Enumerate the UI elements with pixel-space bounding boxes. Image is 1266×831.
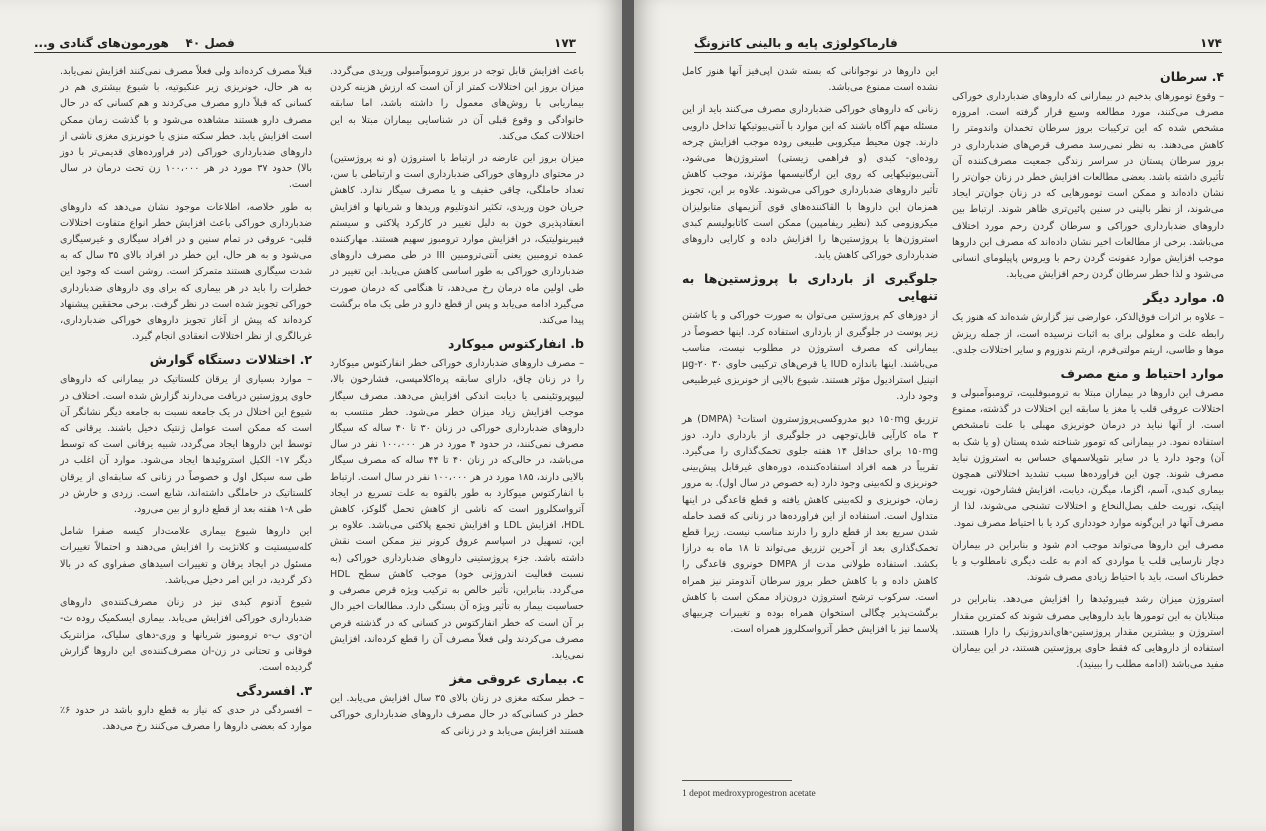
right-page-header	[694, 34, 1222, 53]
right-page	[634, 0, 1266, 831]
paragraph: قبلاً مصرف کرده‌اند ولی فعلاً مصرف نمی‌کنند افزایش نمی‌یابد. به هر حال، خونریزی زیر عنکبوتیه، با شیوع بیشتری هم در کسانی که قبلاً دارو مصرف می‌کردند و هم کسانی که در حال مصرف دارو هستند مشاهده می‌شود و با گذشت زمان ممکن است افزایش یابد. خطر سکته منزی یا خونریزی مغزی ناشی از داروهای ضدبارداری خوراکی (در فراورده‌های قدیمی‌تر با دوز بالا) حدود ۳۷ مورد در هر ۱۰۰،۰۰۰ زن تحت درمان در سال است.	[60, 66, 313, 191]
paragraph: میزان بروز این عارضه در ارتباط با استروژن (و نه پروژستین) در محتوای داروهای خوراکی ضدبارداری است و ارتباطی با سن، تعداد حاملگی، چاقی خفیف و یا مصرف سیگار ندارد. کاهش جریان خون وریدی، تکثیر اندوتلیوم وریدها و شریانها و افزایش انعقادپذیری خون به دلیل تغییر در کارکرد پلاکتی و سیستم فیبرینولیتیک، در افزایش موارد ترومبوز سهیم هستند. مهارکننده عمده ترومبین یعنی آنتی‌ترومبین III در طی مصرف داروهای ضدبارداری خوراکی به طور اساسی کاهش می‌یابد. این تغییر در طی اولین ماه درمان رخ می‌دهد، تا هنگامی که درمان صورت می‌گیرد ادامه می‌یابد و پس از قطع دارو در طی یک ماه برگشت پیدا می‌کند.	[330, 153, 584, 327]
paragraph: به طور خلاصه، اطلاعات موجود نشان می‌دهد که داروهای ضدبارداری خوراکی باعث افزایش خطر انواع متفاوت اختلالات قلبی- عروقی در تمام سنین و در افراد سیگاری و غیرسیگاری می‌شود و به هر حال، این خطر در افراد بالای ۳۵ سال که به شدت سیگاری هستند متمرکز است. روشن است که وجود این خطرات را باید در هر بیماری که برای وی داروهای ضدبارداری خوراکی تجویز شده است در نظر گرفت. برخی محققین پیشنهاد کرده‌اند که پیش از آغاز تجویز داروهای خوراکی ضدبارداری، غربالگری از نظر اختلالات انعقادی انجام گیرد.	[60, 201, 313, 343]
paragraph: این داروها در نوجوانانی که بسته شدن اپی‌فیز آنها هنوز کامل نشده است ممنوع می‌باشد.	[682, 66, 938, 94]
running-title	[34, 36, 235, 50]
left-page-header	[34, 34, 576, 53]
left-page-left-column	[60, 64, 312, 742]
section-heading: ۵. موارد دیگر	[1143, 290, 1224, 306]
paragraph: – مصرف داروهای ضدبارداری خوراکی خطر انفارکتوس میوکارد را در زنان چاق، دارای سابقه پره‌اکلامپسی، فشارخون بالا، لیپوپروتئینمی یا دیابت اندکی افزایش می‌دهد. مصرف سیگار موجب افزایش زیاد میزان خطر می‌شود. خطر منتسب به داروهای ضدبارداری خوراکی در زنان ۳۰ تا ۴۰ ساله که سیگار مصرف نمی‌کنند، در حدود ۴ مورد در هر ۱۰۰،۰۰۰ نفر در سال می‌باشد، در حالی‌که در زنان ۴۰ تا ۴۴ ساله که مصرف سیگار بالایی دارند، ۱۸۵ مورد در هر ۱۰۰،۰۰۰ نفر در سال است. ارتباط با انفارکتوس میوکارد به طور بالقوه به علت تسریع در ایجاد آترواسکلروز است که ناشی از کاهش تحمل گلوکز، کاهش HDL، افزایش LDL و افزایش تجمع پلاکتی می‌باشد. علاوه بر این، تسهیل در اسپاسم عروق کرونر نیز ممکن است نقش داشته باشد. جزء پروژستینی داروهای ضدبارداری خوراکی (به نسبت فعالیت اندروژنی خود) موجب کاهش سطح HDL می‌گردد. بنابراین، تأثیر خالص به ترکیب ویژه قرص مصرفی و حساسیت بیمار به تأثیر ویژه آن بستگی دارد. مطالعات اخیر دال بر آن است که خطر انفارکتوس در کسانی که در گذشته قرص مصرف می‌کردند ولی فعلاً مصرف آن را قطع کرده‌اند، افزایش نمی‌یابد.	[330, 358, 584, 661]
paragraph: این داروها شیوع بیماری علامت‌دار کیسه صفرا شامل کله‌سیستیت و کلانژیت را افزایش می‌دهند و احتمالاً تغییرات مسئول در ایجاد یرقان و تغییرات اسیدهای صفراوی که در بالا ذکر گردید، در این امر دخیل می‌باشد.	[60, 526, 312, 586]
paragraph: – علاوه بر اثرات فوق‌الذکر، عوارضی نیز گزارش شده‌اند که هنوز یک رابطه علت و معلولی برای به اثبات نرسیده است، از جمله ریزش موها و طاسی، اریتم مولتی‌فرم، اریتم ندوزوم و سایر اختلالات جلدی.	[952, 312, 1224, 356]
paragraph: باعث افزایش قابل توجه در بروز ترومبوآمبولی وریدی می‌گردد. میزان بروز این اختلالات کمتر از آن است که ارزش هزینه کردن بیماریابی با روش‌های معمول را داشته باشد، اما سابقه خانوادگی و وقوع قبلی آن در شناسایی بیماران مبتلا به این اختلالات کمک می‌کند.	[330, 66, 584, 142]
section-heading: جلوگیری از بارداری با پروژستین‌ها به تنهایی	[682, 271, 938, 304]
paragraph: استروژن میزان رشد فیبروئیدها را افزایش می‌دهد. بنابراین در مبتلایان به این تومورها باید داروهایی مصرف شوند که کمترین مقدار استروژن و بیشترین مقدار پروژستین-های‌اندروژنیک را دارا هستند. استفاده از داروهایی که فقط حاوی پروژستین هستند، در این بیماران مفید می‌باشد (ادامه مطلب را ببینید).	[952, 594, 1224, 671]
right-page-left-column	[682, 64, 938, 645]
paragraph: – خطر سکته مغزی در زنان بالای ۳۵ سال افزایش می‌یابد. این خطر در کسانی‌که در حال مصرف داروهای ضدبارداری خوراکی هستند افزایش می‌یابد و در زنانی که	[330, 693, 584, 737]
chapter-title: هورمون‌های گنادی و...	[34, 36, 169, 50]
paragraph: – موارد بسیاری از یرقان کلستاتیک در بیمارانی که داروهای حاوی پروژستین دریافت می‌دارند گزارش شده است. اختلاف در شیوع این اختلال در یک جامعه نسبت به جامعه دیگر نشانگر آن است که ممکن است عوامل ژنتیک دخیل باشند. یرقانی که توسط این داروها ایجاد می‌گردد، شبیه یرقانی است که توسط دیگر ۱۷- الکیل استروئیدها ایجاد می‌شود. موارد آن اغلب در طی سه سیکل اول و خصوصاً در زنانی که سابقه‌ای از یرقان کلستاتیک در حاملگی داشته‌اند، شایع است. زردی و خارش در طی ۸-۱ هفته بعد از قطع دارو از بین می‌رود.	[60, 374, 312, 516]
section-heading: b. انفارکتوس میوکارد	[448, 336, 584, 352]
paragraph: زنانی که داروهای خوراکی ضدبارداری مصرف می‌کنند باید از این مسئله مهم آگاه باشند که این موارد با آنتی‌بیوتیکها تداخل دارویی دارند. چون محیط میکروبی طبیعی روده موجب افزایش چرخه روده‌ای- کبدی (و فراهمی زیستی) استروژن‌ها می‌شود، آنتی‌بیوتیکهایی که روی این ارگانیسمها مؤثرند، موجب کاهش تأثیر داروهای ضدبارداری خوراکی می‌شوند. علاوه بر این، تجویز همزمان این داروها با القاکننده‌های قوی آنزیمهای متابولیزان میکروزومی کبد (نظیر ریفامپین) ممکن است کاتابولیسم کبدی استروژن‌ها یا پروژستین‌ها را افزایش داده و کارایی داروهای ضدبارداری خوراکی کاهش یابد.	[682, 104, 938, 262]
chapter-label: فصل ۴۰	[185, 36, 235, 50]
book-gutter	[622, 0, 634, 831]
left-page	[0, 0, 622, 831]
section-heading: ۴. سرطان	[1160, 69, 1224, 84]
paragraph: مصرف این داروها می‌تواند موجب ادم شود و بنابراین در بیماران دچار نارسایی قلب یا مواردی که ادم به علت دیگری نامطلوب و یا خطرناک است، باید با احتیاط زیادی مصرف شوند.	[952, 539, 1224, 584]
paragraph: – افسردگی در حدی که نیاز به قطع دارو باشد در حدود ۶٪ موارد که بعضی داروها را مصرف می‌کنند رخ می‌دهد.	[60, 705, 312, 733]
page-number: ۱۷۳	[554, 36, 576, 50]
paragraph: تزریق ۱۵۰mg دپو مدروکسی‌پروژسترون استات¹ (DMPA) هر ۳ ماه کارآیی قابل‌توجهی در جلوگیری از بارداری دارد. دوز ۱۵۰mg برای حداقل ۱۴ هفته جلوی تخمک‌گذاری را می‌گیرد. تقریباً در همه افراد استفاده‌کننده، دوره‌های غیرقابل پیش‌بینی خونریزی و لکه‌بینی وجود دارد (به خصوص در سال اول). به مرور زمان، خونریزی و لکه‌بینی کاهش یافته و قطع قاعدگی در اینها متداول است. استفاده از این فراورده‌ها در زنانی که قصد حامله شدن سریع بعد از قطع دارو را دارند مناسب نیست. زیرا قطع تخمک‌گذاری بعد از آخرین تزریق می‌تواند تا ۱۸ ماه به درازا بکشد. استفاده طولانی مدت از DMPA خونروی قاعدگی را کاهش داده و با کاهش خطر بروز سرطان آندومتر نیز همراه است. سرکوب ترشح استروژن درون‌زاد ممکن است با کاهش برگشت‌پذیر چگالی استخوان همراه بوده و تغییرات چربیهای پلاسما نیز با افزایش خطر آترواسکلروز همراه است.	[682, 413, 938, 636]
section-heading: ۲. اختلالات دستگاه گوارش	[149, 352, 312, 368]
paragraph: شیوع آدنوم کبدی نیز در زنان مصرف‌کننده‌ی داروهای ضدبارداری خوراکی افزایش می‌یابد. بیماری ایسکمیک روده ث-ان-وی ب-ه ترومبوز شریانها و وری-دهای سلیاک، مزانتریک فوقانی و تحتانی در زن-ان مصرف‌کننده‌ی این داروها گزارش گردیده است.	[60, 597, 312, 673]
page-number: ۱۷۴	[1200, 36, 1222, 50]
book-title: فارماکولوژی پایه و بالینی کاتزونگ	[694, 36, 898, 50]
paragraph: – وقوع تومورهای بدخیم در بیمارانی که داروهای ضدبارداری خوراکی مصرف می‌کنند، مورد مطالعه وسیع قرار گرفته است. امروزه مشخص شده که این ترکیبات بروز سرطان تخمدان واندومتر را کاهش می‌دهند. به نظر نمی‌رسد مصرف قرص‌های ضدبارداری در بروز سرطان پستان در سراسر زندگی جمعیت مصرف‌کننده آن تأثیری داشته باشد. بعضی مطالعات افزایش خطر در زنان جوان‌تر را نشان داده‌اند و ممکن است تومورهایی که در زنان جوان‌تر ایجاد می‌شوند، از نظر بالینی در سنین پائین‌تری ظاهر شوند. ارتباط بین داروهای ضدبارداری خوراکی و سرطان گردن رحم مورد اختلاف می‌باشد. برخی از مطالعات اخیر نشان داده‌اند که مصرف این داروها موجب افزایش موارد عفونت گردن رحم با ویروس پاپیلومای انسانی می‌شود و لذا خطر سرطان گردن رحم افزایش می‌یابد.	[952, 91, 1224, 281]
left-page-right-column	[330, 64, 584, 746]
footnote-rule	[682, 780, 792, 781]
paragraph: مصرف این داروها در بیماران مبتلا به ترومبوفلبیت، ترومبوآمبولی و اختلالات عروقی قلب یا مغز یا سابقه این اختلالات در گذشته، ممنوع است. از آنها نباید در درمان خونریزی مهبلی با علت نامشخص استفاده نمود. در بیمارانی که تومور شناخته شده پستان (و یا شک به آن) وجود دارد یا در سایر نئوپلاسمهای حساس به استروژن نباید مصرف شوند. چون این فراورده‌ها سبب تشدید اختلالاتی همچون بیماری کبدی، آسم، اگزما، میگرن، دیابت، افزایش فشارخون، نوریت اپتیک، نوریت خلف بصل‌النخاع و اختلالات تشنجی می‌شوند، لذا از مصرف آنها در این‌گونه موارد خودداری کرد یا با احتیاط مصرف نمود.	[952, 388, 1224, 529]
section-heading: موارد احتیاط و منع مصرف	[1060, 366, 1224, 382]
right-page-right-column	[952, 64, 1224, 680]
paragraph: از دوزهای کم پروژستین می‌توان به صورت خوراکی و یا کاشتن زیر پوست در جلوگیری از بارداری استفاده کرد. اینها خصوصاً در بیمارانی که مصرف استروژن در مطلوب نیست، مناسب می‌باشند. اینها باندازه IUD یا قرص‌های ترکیبی حاوی ۳۰ µg-۲۰ اتینیل استرادیول مؤثر هستند. شیوع بالایی از خونریزی غیرطبیعی وجود دارد.	[682, 310, 938, 403]
section-heading: ۳. افسردگی	[235, 683, 312, 699]
footnote: 1 depot medroxyprogestron acetate	[682, 789, 816, 799]
section-heading: c. بیماری عروقی مغز	[449, 671, 584, 687]
